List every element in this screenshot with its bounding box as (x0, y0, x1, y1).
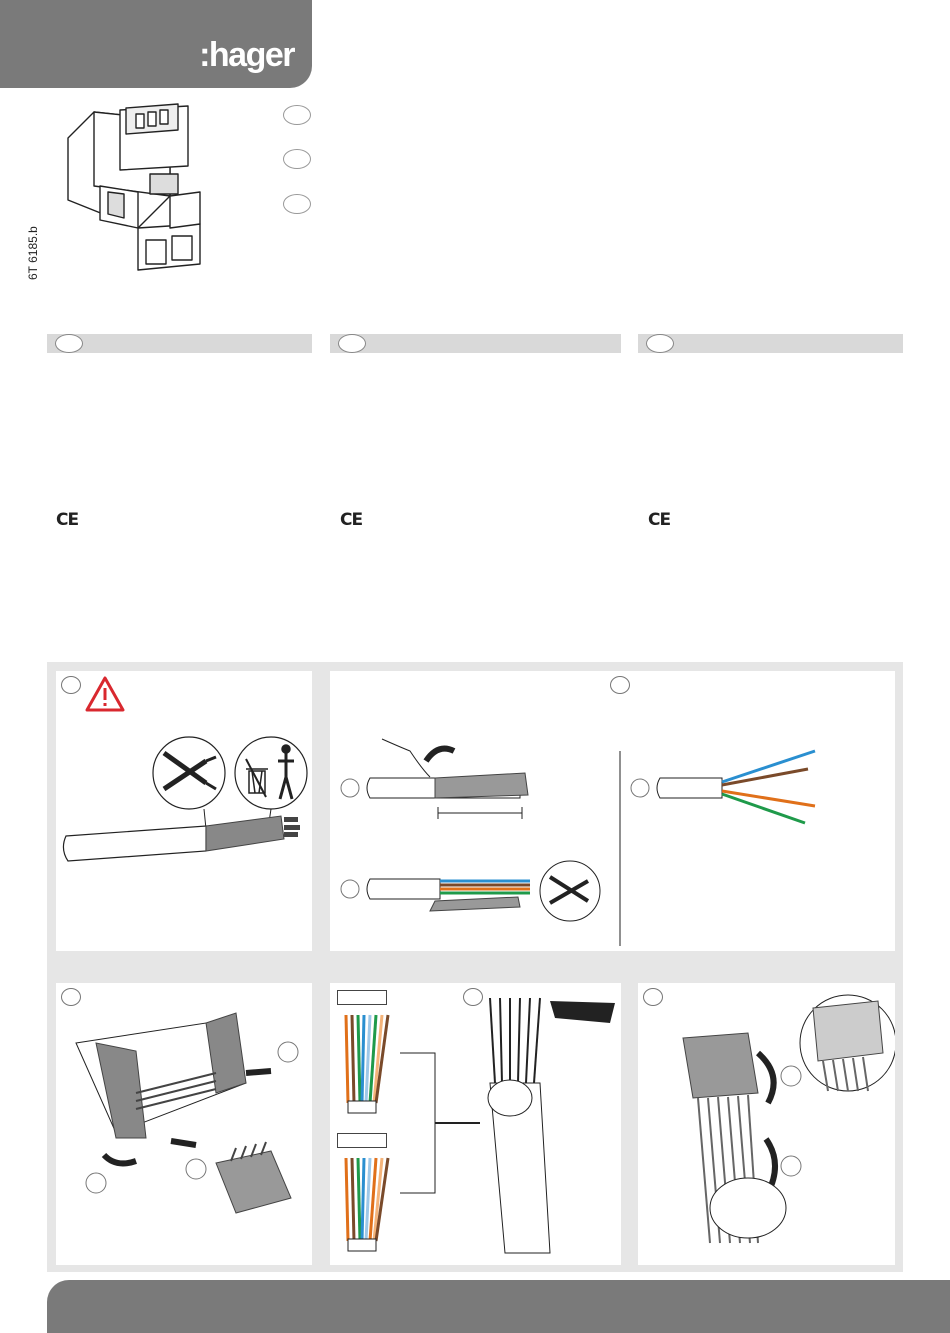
language-marker-2 (283, 149, 311, 169)
curved-arrow-icon (758, 1053, 774, 1103)
connector-opening-illustration (56, 983, 312, 1265)
wiring-diagram-illustration (330, 983, 621, 1265)
cable-disposal-illustration (56, 731, 312, 951)
column-header-1 (47, 334, 312, 353)
straight-arrow-icon (171, 1141, 196, 1145)
language-marker (338, 334, 366, 353)
rj45-connector-illustration (60, 100, 210, 280)
ce-mark: CE (340, 510, 363, 530)
figure-panel-4 (330, 983, 621, 1265)
ce-mark: CE (648, 510, 671, 530)
document-reference: 6T 6185.b (26, 226, 40, 280)
hager-logo: :hager (199, 36, 294, 74)
figure-panel-1 (56, 671, 312, 951)
curved-arrow-icon (104, 1155, 136, 1163)
logo-tab (0, 0, 312, 88)
curved-arrow-icon (426, 749, 454, 761)
figure-panel-3 (56, 983, 312, 1265)
straight-arrow-icon (246, 1071, 271, 1073)
language-marker-3 (283, 194, 311, 214)
cable-stripping-illustration (330, 671, 895, 951)
figure-panel-5 (638, 983, 895, 1265)
language-marker-1 (283, 105, 311, 125)
column-header-3 (638, 334, 903, 353)
step-marker (61, 676, 81, 694)
connector-closing-illustration (638, 983, 895, 1265)
column-header-2 (330, 334, 621, 353)
warning-triangle-icon (84, 675, 126, 713)
language-marker (55, 334, 83, 353)
footer-band (47, 1280, 950, 1333)
ce-mark: CE (56, 510, 79, 530)
language-marker (646, 334, 674, 353)
figure-panel-2 (330, 671, 895, 951)
